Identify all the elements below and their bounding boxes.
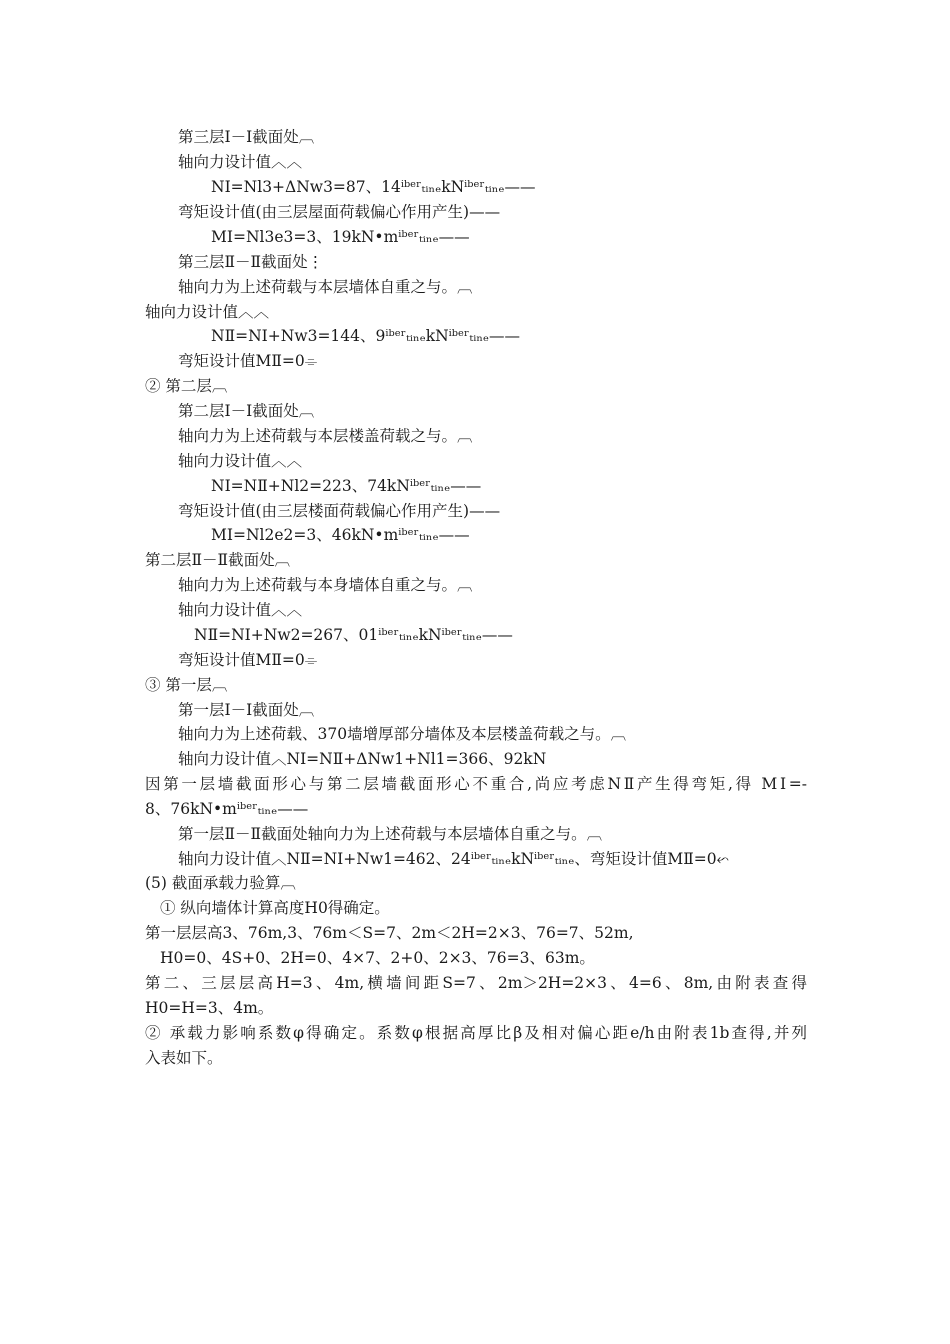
text-line: 弯矩设计值(由三层屋面荷载偏心作用产生)—— [178, 203, 501, 221]
text-line: 8、76kN•mⁱᵇᵉʳₜᵢₙₑ—— [145, 800, 309, 818]
formula-line: NⅠ=Nl3+ΔNw3=87、14ⁱᵇᵉʳₜᵢₙₑkNⁱᵇᵉʳₜᵢₙₑ—— [211, 178, 536, 196]
section-heading: ③ 第一层︹ [145, 676, 228, 694]
section-heading: ② 第二层︹ [145, 377, 228, 395]
formula-line: MⅠ=Nl2e2=3、46kN•mⁱᵇᵉʳₜᵢₙₑ—— [211, 526, 470, 544]
text-line: 弯矩设计值MⅡ=0⌯ [178, 352, 318, 370]
text-line: ② 承载力影响系数φ得确定。系数φ根据高厚比β及相对偏心距e/h由附表1b查得,并列 [145, 1024, 807, 1042]
text-line: 第一层Ⅱ－Ⅱ截面处轴向力为上述荷载与本层墙体自重之与。︹ [178, 825, 603, 843]
formula-line: MⅠ=Nl3e3=3、19kN•mⁱᵇᵉʳₜᵢₙₑ—— [211, 228, 470, 246]
text-line: 第三层Ⅱ－Ⅱ截面处⋮ [178, 253, 324, 271]
text-line: 弯矩设计值(由三层楼面荷载偏心作用产生)—— [178, 502, 501, 520]
section-heading: (5) 截面承载力验算︹ [145, 874, 296, 892]
text-line: 轴向力设计值︿NⅠ=NⅡ+ΔNw1+Nl1=366、92kN [178, 750, 547, 768]
text-line: ① 纵向墙体计算高度H0得确定。 [160, 899, 390, 917]
text-line: 第三层Ⅰ－Ⅰ截面处︹ [178, 128, 315, 146]
text-line: 第二、三层层高H=3、4m,横墙间距S=7、2m＞2H=2×3、4=6、8m,由附表查得 [145, 974, 807, 992]
text-line: 第一层Ⅰ－Ⅰ截面处︹ [178, 701, 315, 719]
formula-line: NⅡ=NⅠ+Nw3=144、9ⁱᵇᵉʳₜᵢₙₑkNⁱᵇᵉʳₜᵢₙₑ—— [211, 327, 521, 345]
formula-line: NⅠ=NⅡ+Nl2=223、74kNⁱᵇᵉʳₜᵢₙₑ—— [211, 477, 482, 495]
text-line: 轴向力为上述荷载与本层墙体自重之与。︹ [178, 278, 473, 296]
text-line: 轴向力设计值︿︿ [145, 303, 270, 321]
text-line: 轴向力设计值︿NⅡ=NⅠ+Nw1=462、24ⁱᵇᵉʳₜᵢₙₑkNⁱᵇᵉʳₜᵢₙₑ、弯矩设计值MⅡ=0⬿ [178, 850, 730, 868]
formula-line: NⅡ=NⅠ+Nw2=267、01ⁱᵇᵉʳₜᵢₙₑkNⁱᵇᵉʳₜᵢₙₑ—— [194, 626, 513, 644]
text-line: 轴向力设计值︿︿ [178, 452, 303, 470]
text-line: 入表如下。 [145, 1049, 223, 1067]
text-line: 轴向力设计值︿︿ [178, 153, 303, 171]
text-line: 轴向力为上述荷载、370墙增厚部分墙体及本层楼盖荷载之与。︹ [178, 725, 627, 743]
text-line: 弯矩设计值MⅡ=0⌯ [178, 651, 318, 669]
text-line: 第一层层高3、76m,3、76m＜S=7、2m＜2H=2×3、76=7、52m, [145, 924, 634, 942]
text-line: 第二层Ⅰ－Ⅰ截面处︹ [178, 402, 315, 420]
text-line: 第二层Ⅱ－Ⅱ截面处︹ [145, 551, 291, 569]
text-line: 轴向力为上述荷载与本层楼盖荷载之与。︹ [178, 427, 473, 445]
text-line: 因第一层墙截面形心与第二层墙截面形心不重合,尚应考虑NⅡ产生得弯矩,得 MⅠ=- [145, 775, 807, 793]
text-line: H0=0、4S+0、2H=0、4×7、2+0、2×3、76=3、63m。 [160, 949, 595, 967]
text-line: 轴向力设计值︿︿ [178, 601, 303, 619]
text-line: 轴向力为上述荷载与本身墙体自重之与。︹ [178, 576, 473, 594]
text-line: H0=H=3、4m。 [145, 999, 274, 1017]
